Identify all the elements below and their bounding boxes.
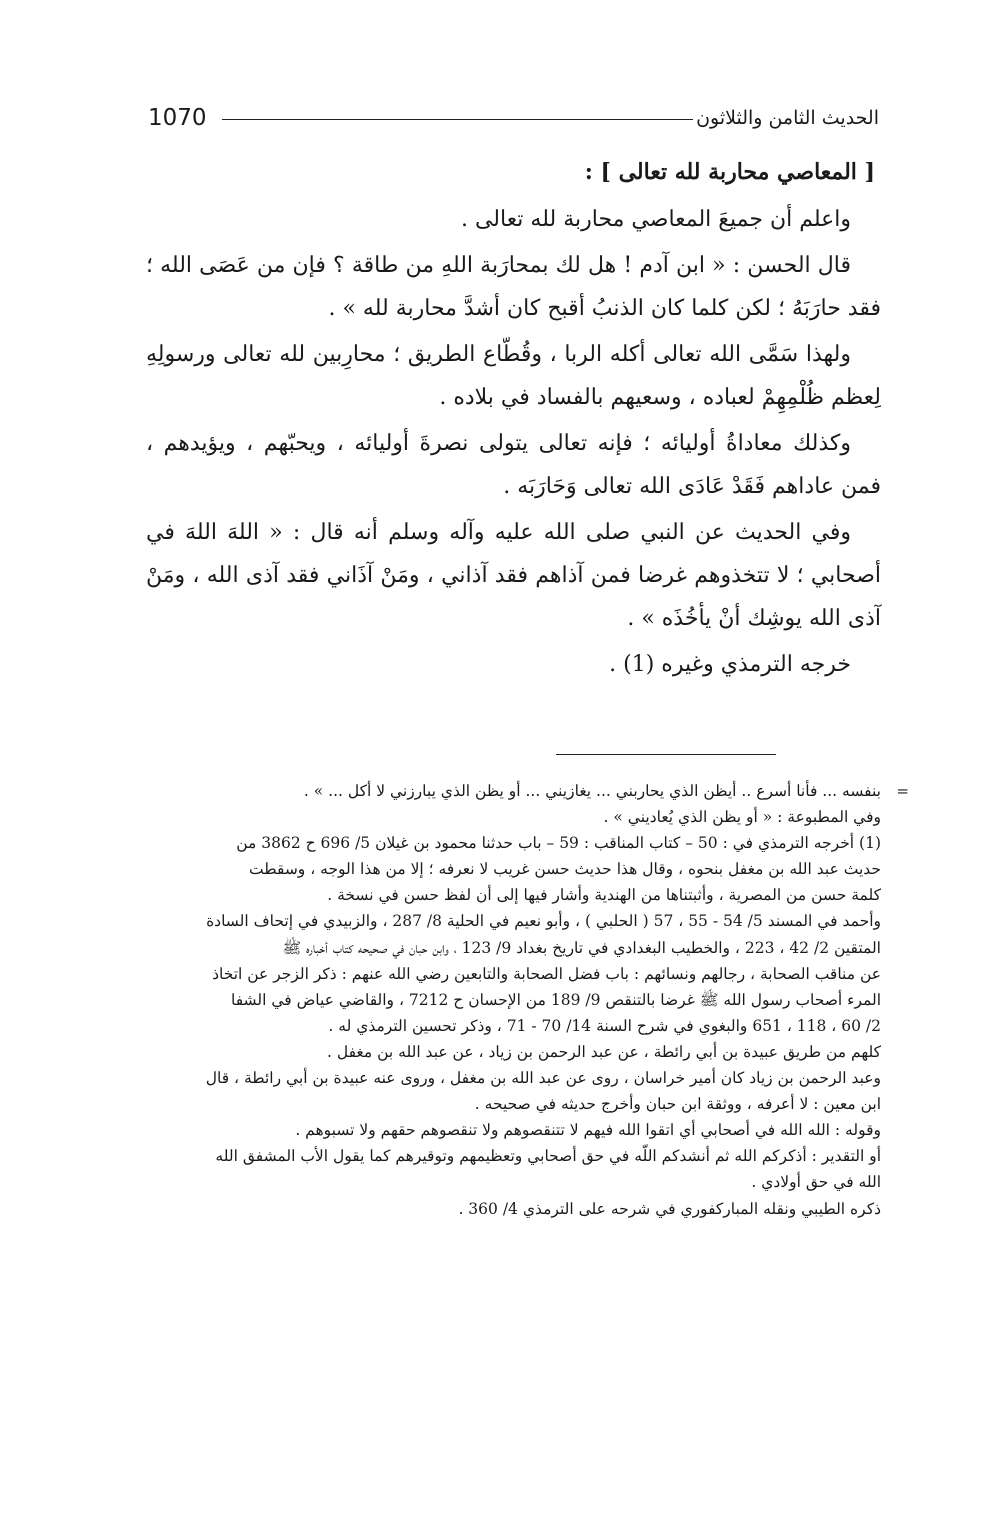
- section-heading: [ المعاصي محاربة لله تعالى ] :: [584, 159, 875, 185]
- footnote-line: كلمة حسن من المصرية ، وأثبتناها من الهندية وأشار فيها إلى أن لفظ حسن في نسخة .: [327, 886, 881, 905]
- footnote-line: حديث عبد الله بن مغفل بنحوه ، وقال هذا حديث حسن غريب لا نعرفه ؛ إلا من هذا الوجه ، وسقطت: [249, 860, 881, 879]
- running-title: الحديث الثامن والثلاثون: [696, 107, 879, 129]
- paragraph: ولهذا سَمَّى الله تعالى أكله الربا ، وقُطّاع الطريق ؛ محارِبين لله تعالى ورسولِهِ لِعظم ظُلْمِهِمْ لعباده ، وسعيهم بالفساد في بلاده .: [146, 342, 881, 410]
- footnote-line: وقوله : الله الله في أصحابي أي اتقوا الله فيهم لا تتنقصوهم ولا تنقصوهم حقهم ولا تسبوهم .: [295, 1121, 881, 1140]
- footnote-line: وأحمد في المسند 5/ 54 - 55 ، 57 ( الحلبي ) ، وأبو نعيم في الحلية 8/ 287 ، والزبيدي في إتحاف السادة: [206, 912, 881, 931]
- footnote-line: (1) أخرجه الترمذي في : 50 – كتاب المناقب : 59 – باب حدثنا محمود بن غيلان 5/ 696 ح 3862 من: [236, 834, 881, 853]
- footnote-line: الله في حق أولادي .: [751, 1173, 881, 1192]
- footnote-line: أو التقدير : أذكركم الله ثم أنشدكم اللّه في حق أصحابي وتعظيمهم وتوقيرهم كما يقول الأب المشفق الله: [215, 1147, 881, 1166]
- paragraph: واعلم أن جميعَ المعاصي محاربة لله تعالى .: [460, 207, 851, 232]
- footnote-continuation-mark: =: [896, 782, 909, 800]
- paragraph: قال الحسن : « ابن آدم ! هل لك بمحارَبة اللهِ من طاقة ؟ فإن من عَصَى الله ؛ فقد حارَبَهُ ؛ لكن كلما كان الذنبُ أقبح كان أشدَّ محاربة لله » .: [146, 253, 881, 321]
- page-number: 1070: [148, 105, 207, 131]
- footnote-line: عن مناقب الصحابة ، رجالهم ونسائهم : باب فضل الصحابة والتابعين رضي الله عنهم : ذكر الزجر عن اتخاذ: [212, 964, 881, 983]
- footnote-separator: [556, 754, 776, 755]
- footnote-line: ابن معين : لا أعرفه ، ووثقة ابن حبان وأخرج حديثه في صحيحه .: [474, 1095, 881, 1114]
- header-rule: [222, 119, 693, 120]
- footnote-line: وعبد الرحمن بن زياد كان أمير خراسان ، روى عن عبد الله بن مغفل ، وروى عنه عبيدة بن أبي رائطة ، قال: [205, 1069, 881, 1088]
- footnote-line: المتقين 2/ 42 ، 223 ، والخطيب البغدادي في تاريخ بغداد 9/ 123 ، وابن حبان في صحيحه كتاب أخباره ﷺ: [282, 938, 881, 957]
- footnote-line: بنفسه ... فأنا أسرع .. أيظن الذي يحاربني ... يغازيني ... أو يظن الذي يبارزني لا أكل ... » .: [303, 782, 881, 800]
- paragraph: وفي الحديث عن النبي صلى الله عليه وآله وسلم أنه قال : « اللهَ اللهَ في أصحابي ؛ لا تتخذوهم غرضا فمن آذاهم فقد آذاني ، ومَنْ آذَاني فقد آذى الله ، ومَنْ آذى الله يوشِك أنْ يأخُذَه » .: [146, 520, 881, 631]
- paragraph: وكذلك معاداةُ أوليائه ؛ فإنه تعالى يتولى نصرةَ أوليائه ، ويحبّهم ، ويؤيدهم ، فمن عاداهم فَقَدْ عَادَى الله تعالى وَحَارَبَه .: [146, 431, 881, 499]
- main-text: [146, 152, 881, 689]
- footnote-line: 2/ 60 ، 118 ، 651 والبغوي في شرح السنة 14/ 70 - 71 ، وذكر تحسين الترمذي له .: [328, 1016, 881, 1035]
- footnote-line: كلهم من طريق عبيدة بن أبي رائطة ، عن عبد الرحمن بن زياد ، عن عبد الله بن مغفل .: [326, 1042, 881, 1061]
- footnotes: [150, 778, 909, 1222]
- footnote-line: وفي المطبوعة : « أو يظن الذي يُعاديني » .: [603, 808, 881, 827]
- page-header: [148, 102, 879, 136]
- footnote-line: المرء أصحاب رسول الله ﷺ غرضا بالتنقص 9/ 189 من الإحسان ح 7212 ، والقاضي عياض في الشفا: [230, 990, 881, 1009]
- paragraph: خرجه الترمذي وغيره (1) .: [609, 652, 851, 677]
- footnote-line: ذكره الطيبي ونقله المباركفوري في شرحه على الترمذي 4/ 360 .: [458, 1199, 881, 1218]
